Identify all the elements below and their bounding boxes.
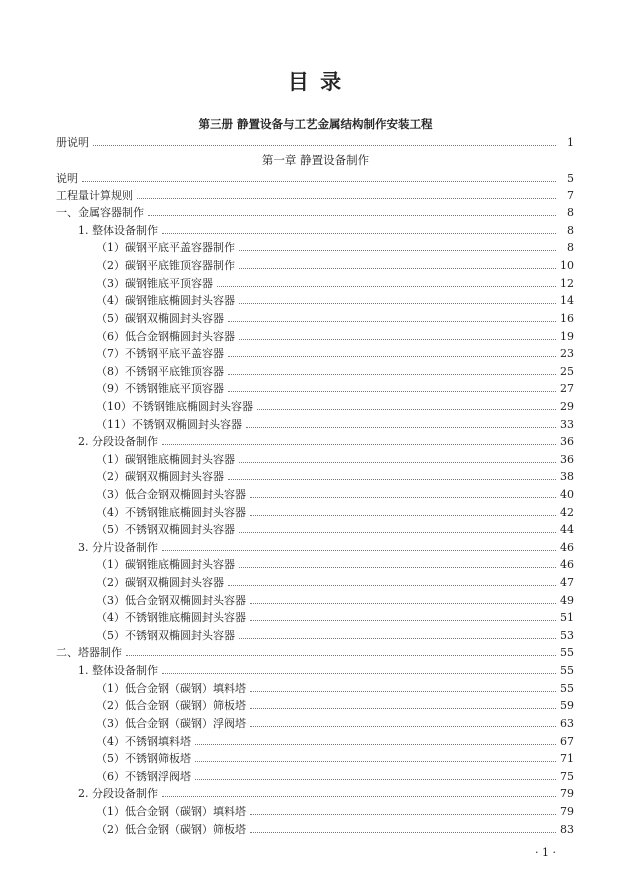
toc-dot-leader <box>239 453 556 463</box>
toc-entry-page: 16 <box>560 312 574 325</box>
toc-dot-leader <box>228 347 556 357</box>
toc-entry-label: （2）低合金钢（碳钢）筛板塔 <box>96 823 246 836</box>
toc-entry-label: （5）不锈钢双椭圆封头容器 <box>96 629 235 642</box>
toc-entry-label: （3）低合金钢双椭圆封头容器 <box>96 594 246 607</box>
toc-dot-leader <box>250 805 556 815</box>
toc-entry <box>78 787 574 801</box>
toc-entry <box>96 699 574 713</box>
toc-entry <box>96 752 574 766</box>
toc-entry-page: 12 <box>560 277 574 290</box>
toc-dot-leader <box>250 717 556 727</box>
toc-entry-page: 51 <box>560 611 574 624</box>
toc-entry <box>96 312 574 326</box>
toc-dot-leader <box>250 682 556 692</box>
toc-entry-page: 19 <box>560 330 574 343</box>
toc-entry <box>96 330 574 344</box>
toc-entry-page: 71 <box>560 752 574 765</box>
toc-entry-page: 44 <box>560 523 574 536</box>
toc-entry-page: 5 <box>567 172 574 185</box>
toc-entry <box>96 558 574 572</box>
toc-dot-leader <box>239 558 556 568</box>
toc-dot-leader <box>137 189 556 199</box>
toc-dot-leader <box>250 699 556 709</box>
toc-dot-leader <box>239 294 556 304</box>
toc-entry-label: （8）不锈钢平底锥顶容器 <box>96 365 224 378</box>
toc-entry-page: 38 <box>560 470 574 483</box>
toc-entry <box>96 506 574 520</box>
toc-entry <box>56 189 574 203</box>
toc-entry <box>96 611 574 625</box>
toc-entry-page: 53 <box>560 629 574 642</box>
toc-dot-leader <box>246 418 556 428</box>
toc-entry <box>96 805 574 819</box>
toc-entry-label: （4）不锈钢锥底椭圆封头容器 <box>96 611 246 624</box>
toc-entry-label: 工程量计算规则 <box>56 189 133 202</box>
toc-entry-label: （1）低合金钢（碳钢）填料塔 <box>96 805 246 818</box>
toc-entry-label: （1）碳钢锥底椭圆封头容器 <box>96 453 235 466</box>
toc-entry-page: 79 <box>560 805 574 818</box>
toc-entry <box>56 136 574 150</box>
toc-entry-label: （4）不锈钢填料塔 <box>96 735 191 748</box>
toc-dot-leader <box>93 136 556 146</box>
toc-entry-label: （4）碳钢锥底椭圆封头容器 <box>96 294 235 307</box>
toc-entry-page: 27 <box>560 382 574 395</box>
toc-entry <box>78 664 574 678</box>
toc-entry-label: 说明 <box>56 172 78 185</box>
toc-dot-leader <box>195 770 556 780</box>
toc-entry <box>96 470 574 484</box>
toc-entry-label: （6）低合金钢椭圆封头容器 <box>96 330 235 343</box>
page-number-footer: · 1 · <box>535 846 556 859</box>
toc-entry <box>96 259 574 273</box>
toc-dot-leader <box>228 382 556 392</box>
toc-dot-leader <box>162 664 556 674</box>
toc-entry <box>96 241 574 255</box>
toc-entry-label: （5）不锈钢筛板塔 <box>96 752 191 765</box>
chapter-heading: 第一章 静置设备制作 <box>261 153 370 167</box>
toc-dot-leader <box>228 470 556 480</box>
toc-entry-page: 8 <box>567 241 574 254</box>
toc-entry <box>56 646 574 660</box>
toc-dot-leader <box>228 576 556 586</box>
toc-entry-page: 42 <box>560 506 574 519</box>
volume-heading: 第三册 静置设备与工艺金属结构制作安装工程 <box>198 117 433 131</box>
toc-dot-leader <box>228 365 556 375</box>
toc-dot-leader <box>82 172 556 182</box>
toc-dot-leader <box>239 523 556 533</box>
page-title: 目 录 <box>287 70 344 94</box>
toc-dot-leader <box>162 435 556 445</box>
toc-entry-label: （2）碳钢平底锥顶容器制作 <box>96 259 235 272</box>
toc-entry-page: 55 <box>560 646 574 659</box>
toc-dot-leader <box>257 400 556 410</box>
toc-entry-label: 3. 分片设备制作 <box>78 541 158 554</box>
toc-dot-leader <box>250 594 556 604</box>
toc-entry-label: （1）碳钢锥底椭圆封头容器 <box>96 558 235 571</box>
toc-dot-leader <box>162 224 556 234</box>
toc-entry <box>96 770 574 784</box>
toc-entry <box>96 629 574 643</box>
toc-entry-label: 册说明 <box>56 136 89 149</box>
toc-entry-page: 36 <box>560 453 574 466</box>
toc-entry-label: （2）碳钢双椭圆封头容器 <box>96 470 224 483</box>
toc-entry <box>96 347 574 361</box>
toc-entry <box>96 682 574 696</box>
toc-entry <box>96 594 574 608</box>
toc-dot-leader <box>162 541 556 551</box>
toc-entry-page: 23 <box>560 347 574 360</box>
toc-entry-label: （3）低合金钢（碳钢）浮阀塔 <box>96 717 246 730</box>
toc-dot-leader <box>162 787 556 797</box>
toc-entry-page: 1 <box>567 136 574 149</box>
toc-entry-label: （5）不锈钢双椭圆封头容器 <box>96 523 235 536</box>
toc-entry-label: （9）不锈钢锥底平顶容器 <box>96 382 224 395</box>
toc-entry-page: 40 <box>560 488 574 501</box>
toc-dot-leader <box>126 646 556 656</box>
toc-entry <box>96 488 574 502</box>
toc-entry-page: 63 <box>560 717 574 730</box>
toc-entry <box>96 523 574 537</box>
toc-entry-page: 55 <box>560 664 574 677</box>
toc-dot-leader <box>239 259 556 269</box>
toc-entry <box>96 823 574 837</box>
toc-entry-page: 8 <box>567 224 574 237</box>
toc-entry <box>78 435 574 449</box>
toc-entry <box>78 224 574 238</box>
toc-entry-page: 7 <box>567 189 574 202</box>
toc-entry-label: （3）低合金钢双椭圆封头容器 <box>96 488 246 501</box>
toc-dot-leader <box>148 206 556 216</box>
toc-entry-page: 8 <box>567 206 574 219</box>
toc-entry-page: 79 <box>560 787 574 800</box>
toc-entry-label: （2）低合金钢（碳钢）筛板塔 <box>96 699 246 712</box>
toc-entry-page: 67 <box>560 735 574 748</box>
toc-dot-leader <box>250 823 556 833</box>
toc-entry-page: 14 <box>560 294 574 307</box>
toc-entry-page: 59 <box>560 699 574 712</box>
toc-entry-page: 46 <box>560 541 574 554</box>
toc-entry-label: （7）不锈钢平底平盖容器 <box>96 347 224 360</box>
toc-entry-label: （1）碳钢平底平盖容器制作 <box>96 241 235 254</box>
toc-entry-page: 75 <box>560 770 574 783</box>
toc-dot-leader <box>250 488 556 498</box>
toc-entry <box>96 277 574 291</box>
toc-dot-leader <box>228 312 556 322</box>
toc-entry-label: 二、塔器制作 <box>56 646 122 659</box>
toc-entry-label: （10）不锈钢锥底椭圆封头容器 <box>96 400 253 413</box>
toc-entry <box>96 382 574 396</box>
toc-dot-leader <box>239 330 556 340</box>
toc-entry <box>96 735 574 749</box>
toc-entry <box>96 400 574 414</box>
toc-entry <box>96 576 574 590</box>
toc-dot-leader <box>250 506 556 516</box>
toc-dot-leader <box>217 277 556 287</box>
toc-entry-label: 一、金属容器制作 <box>56 206 144 219</box>
toc-dot-leader <box>250 611 556 621</box>
toc-entry-label: （3）碳钢锥底平顶容器 <box>96 277 213 290</box>
toc-entry-page: 83 <box>560 823 574 836</box>
toc-entry-page: 29 <box>560 400 574 413</box>
toc-entry-page: 46 <box>560 558 574 571</box>
toc-entry-page: 33 <box>560 418 574 431</box>
toc-entry-label: （11）不锈钢双椭圆封头容器 <box>96 418 242 431</box>
toc-entry <box>96 365 574 379</box>
toc-entry-label: （5）碳钢双椭圆封头容器 <box>96 312 224 325</box>
toc-entry <box>78 541 574 555</box>
toc-entry-label: 1. 整体设备制作 <box>78 664 158 677</box>
toc-entry-label: （6）不锈钢浮阀塔 <box>96 770 191 783</box>
toc-entry <box>96 453 574 467</box>
toc-dot-leader <box>239 629 556 639</box>
toc-dot-leader <box>195 735 556 745</box>
toc-entry-page: 36 <box>560 435 574 448</box>
toc-dot-leader <box>195 752 556 762</box>
toc-entry <box>96 717 574 731</box>
toc-entry-page: 10 <box>560 259 574 272</box>
toc-entry <box>96 418 574 432</box>
toc-entry <box>96 294 574 308</box>
toc-entry-label: （2）碳钢双椭圆封头容器 <box>96 576 224 589</box>
toc-entry-page: 25 <box>560 365 574 378</box>
toc-entry-label: （4）不锈钢锥底椭圆封头容器 <box>96 506 246 519</box>
toc-entry <box>56 206 574 220</box>
toc-entry-page: 49 <box>560 594 574 607</box>
toc-entry-label: 1. 整体设备制作 <box>78 224 158 237</box>
toc-entry-label: （1）低合金钢（碳钢）填料塔 <box>96 682 246 695</box>
toc-entry-page: 47 <box>560 576 574 589</box>
toc-entry-label: 2. 分段设备制作 <box>78 787 158 800</box>
toc-dot-leader <box>239 241 556 251</box>
toc-entry-label: 2. 分段设备制作 <box>78 435 158 448</box>
toc-entry <box>56 172 574 186</box>
toc-entry-page: 55 <box>560 682 574 695</box>
